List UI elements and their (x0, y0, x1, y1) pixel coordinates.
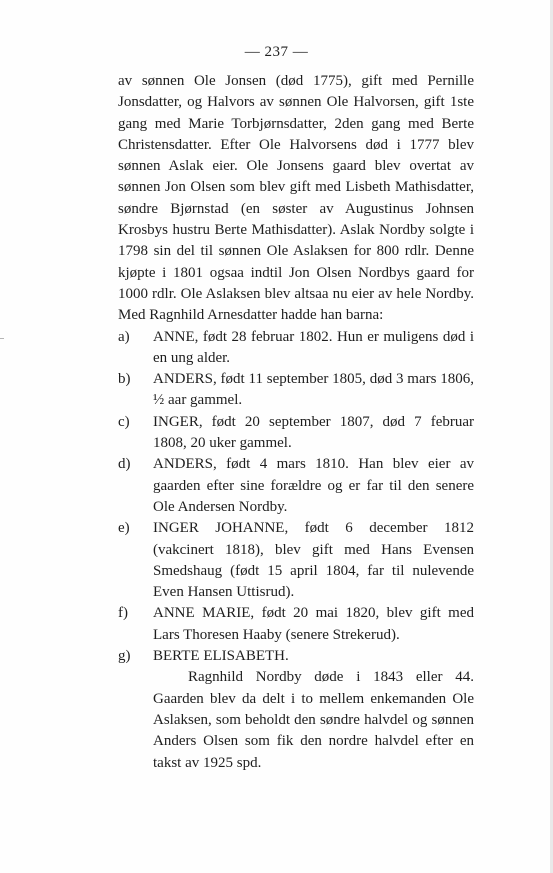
list-marker: g) (118, 648, 131, 665)
page-number: — 237 — (244, 44, 309, 60)
list-item (118, 646, 474, 667)
list-marker: a) (118, 328, 130, 345)
list-marker: f) (118, 605, 128, 622)
list-marker: b) (118, 371, 131, 388)
list-item (118, 454, 474, 518)
margin-mark (0, 338, 4, 339)
list-item (118, 412, 474, 455)
children-list (118, 327, 474, 668)
list-item-text: ANNE, født 28 februar 1802. Hun er muligens død i en ung alder. (153, 328, 474, 366)
main-paragraph: av sønnen Ole Jonsen (død 1775), gift med Pernille Jonsdatter, og Halvors av sønnen Ole Halvorsen, gift 1ste gang med Marie Torbjørnsdatter, 2den gang med Berte Christensdatter. Efter Ole Halvorsens død i 1777 blev sønnen Aslak eier. Ole Jonsens gaard blev overtat av sønnen Jon Olsen som blev gift med Lisbeth Mathisdatter, søndre Bjørnstad (en søster av Augustinus Johnsen Krosbys hustru Berte Mathisdatter). Aslak Nordby solgte i 1798 sin del til sønnen Ole Aslaksen for 800 rdlr. Denne kjøpte i 1801 ogsaa indtil Jon Olsen Nordbys gaard for 1000 rdlr. Ole Aslaksen blev altsaa nu eier av hele Nordby. Med Ragnhild Arnesdatter hadde han barna: (118, 73, 474, 324)
list-item (118, 327, 474, 370)
list-marker: e) (118, 520, 130, 537)
list-item-text: ANDERS, født 4 mars 1810. Han blev eier av gaarden efter sine forældre og er far til den senere Ole Andersen Nordby. (153, 456, 474, 515)
body-text (118, 71, 474, 774)
list-marker: d) (118, 456, 131, 473)
list-item-text: INGER, født 20 september 1807, død 7 februar 1808, 20 uker gammel. (153, 413, 474, 452)
list-item (118, 518, 474, 603)
list-item-text: BERTE ELISABETH. (153, 648, 289, 665)
list-marker: c) (118, 413, 130, 430)
list-item (118, 369, 474, 412)
list-item (118, 603, 474, 646)
list-item-text: ANDERS, født 11 september 1805, død 3 mars 1806, ½ aar gammel. (153, 371, 474, 409)
list-item-text: INGER JOHANNE, født 6 december 1812 (vakcinert 1818), blev gift med Hans Evensen Smedshaug (født 15 april 1804, far til nulevende Even Hansen Uttisrud). (153, 520, 474, 601)
closing-paragraph: Ragnhild Nordby døde i 1843 eller 44. Gaarden blev da delt i to mellem enkemanden Ole Aslaksen, som beholdt den søndre halvdel og sønnen Anders Olsen som fik den nordre halvdel efter en takst av 1925 spd. (153, 669, 474, 771)
list-item-text: ANNE MARIE, født 20 mai 1820, blev gift med Lars Thoresen Haaby (senere Strekerud). (153, 605, 474, 643)
